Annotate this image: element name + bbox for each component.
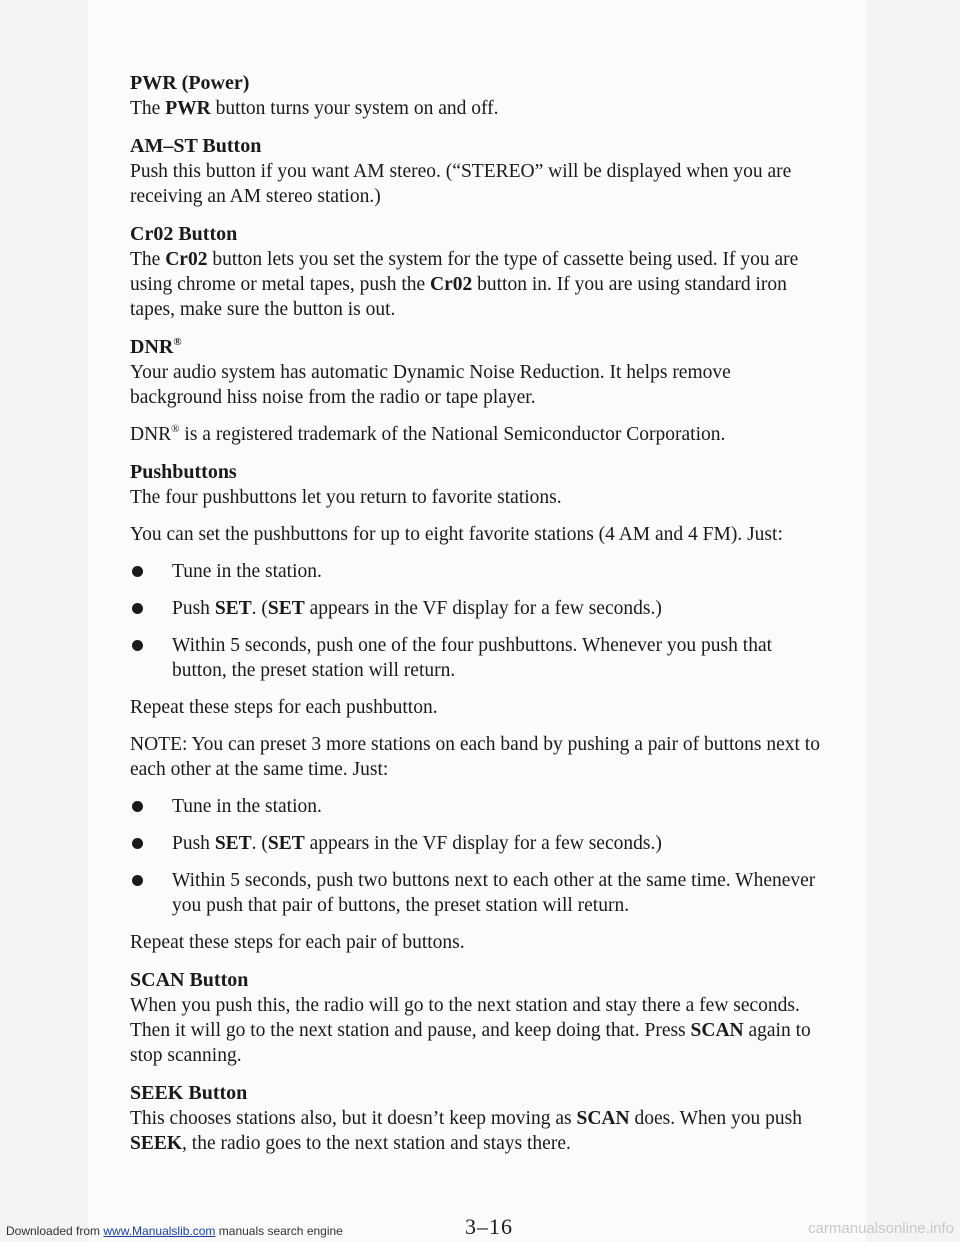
- bullet-list: [130, 794, 820, 918]
- section-seek: [130, 1080, 820, 1156]
- download-notice: [6, 1224, 343, 1238]
- text: is a registered trademark of the National Semiconductor Corporation.: [179, 424, 726, 445]
- section-cr02: [130, 221, 820, 322]
- heading-cr02: Cr02 Button: [130, 223, 238, 245]
- paragraph: You can set the pushbuttons for up to eight favorite stations (4 AM and 4 FM). Just:: [130, 524, 783, 545]
- text: button turns your system on and off.: [210, 98, 499, 119]
- text: . (: [251, 833, 268, 854]
- paragraph: [130, 1106, 820, 1156]
- text: Downloaded from: [6, 1224, 104, 1238]
- bold-term: PWR: [165, 98, 211, 119]
- list-item: [130, 831, 820, 856]
- text: manuals search engine: [215, 1224, 343, 1238]
- text: DNR: [130, 336, 174, 358]
- list-item: Tune in the station.: [130, 794, 820, 819]
- list-item: [130, 596, 820, 621]
- text: button in. If you are using standard iron tapes, make sure the button is out.: [130, 274, 787, 320]
- section-amst: [130, 133, 820, 209]
- registered-mark: ®: [171, 423, 180, 435]
- list-item: Within 5 seconds, push one of the four pushbuttons. Whenever you push that button, the preset station will return.: [130, 633, 820, 683]
- text: This chooses stations also, but it doesn’t keep moving as: [130, 1108, 577, 1129]
- paragraph: NOTE: You can preset 3 more stations on each band by pushing a pair of buttons next to each other at the same time. Just:: [130, 734, 820, 780]
- text: The: [130, 98, 166, 119]
- text: DNR: [130, 424, 172, 445]
- heading-pushbuttons: Pushbuttons: [130, 461, 237, 483]
- bold-term: Cr02: [165, 249, 208, 270]
- paragraph: [130, 96, 820, 121]
- bold-term: Cr02: [430, 274, 473, 295]
- list-item: Within 5 seconds, push two buttons next to each other at the same time. Whenever you push that pair of buttons, the preset station will return.: [130, 868, 820, 918]
- heading-scan: SCAN Button: [130, 969, 249, 991]
- text: appears in the VF display for a few seconds.): [304, 598, 662, 619]
- heading-seek: SEEK Button: [130, 1082, 248, 1104]
- section-dnr: [130, 334, 820, 447]
- paragraph: Repeat these steps for each pushbutton.: [130, 697, 438, 718]
- heading-pwr: PWR (Power): [130, 72, 250, 94]
- bold-term: SCAN: [690, 1020, 744, 1041]
- bold-term: SET: [267, 833, 305, 854]
- paragraph: [130, 247, 820, 322]
- text: When you push this, the radio will go to the next station and stay there a few seconds. Then it will go to the next station and pause, and keep doing that. Press: [130, 995, 800, 1041]
- text: . (: [251, 598, 268, 619]
- text: The: [130, 249, 166, 270]
- text: does. When you push: [629, 1108, 802, 1129]
- watermark: carmanualsonline.info: [808, 1220, 954, 1237]
- text: button lets you set the system for the type of cassette being used. If you are using chrome or metal tapes, push the: [130, 249, 799, 295]
- bold-term: SCAN: [576, 1108, 630, 1129]
- bold-term: SEEK: [130, 1133, 183, 1154]
- paragraph: [130, 422, 820, 447]
- section-scan: [130, 967, 820, 1068]
- text: appears in the VF display for a few seconds.): [304, 833, 662, 854]
- paragraph: Your audio system has automatic Dynamic Noise Reduction. It helps remove background hiss noise from the radio or tape player.: [130, 362, 731, 408]
- bold-term: SET: [214, 598, 252, 619]
- bold-term: SET: [267, 598, 305, 619]
- manualslib-link[interactable]: www.Manualslib.com: [103, 1224, 216, 1238]
- paragraph: The four pushbuttons let you return to favorite stations.: [130, 487, 562, 508]
- paragraph: Push this button if you want AM stereo. (“STEREO” will be displayed when you are receiving an AM stereo station.): [130, 161, 792, 207]
- section-pwr: [130, 70, 820, 121]
- paragraph: [130, 993, 820, 1068]
- text: again to stop scanning.: [130, 1020, 811, 1066]
- bullet-list: [130, 559, 820, 683]
- paragraph: Repeat these steps for each pair of buttons.: [130, 932, 465, 953]
- bold-term: SET: [214, 833, 252, 854]
- page-number: 3–16: [465, 1214, 513, 1239]
- page-content: [130, 70, 820, 1168]
- heading-dnr: [130, 334, 820, 360]
- section-pushbuttons: [130, 459, 820, 955]
- heading-amst: AM–ST Button: [130, 135, 262, 157]
- text: , the radio goes to the next station and stays there.: [182, 1133, 571, 1154]
- registered-mark: ®: [173, 336, 182, 348]
- text: Push: [172, 833, 215, 854]
- text: Push: [172, 598, 215, 619]
- list-item: Tune in the station.: [130, 559, 820, 584]
